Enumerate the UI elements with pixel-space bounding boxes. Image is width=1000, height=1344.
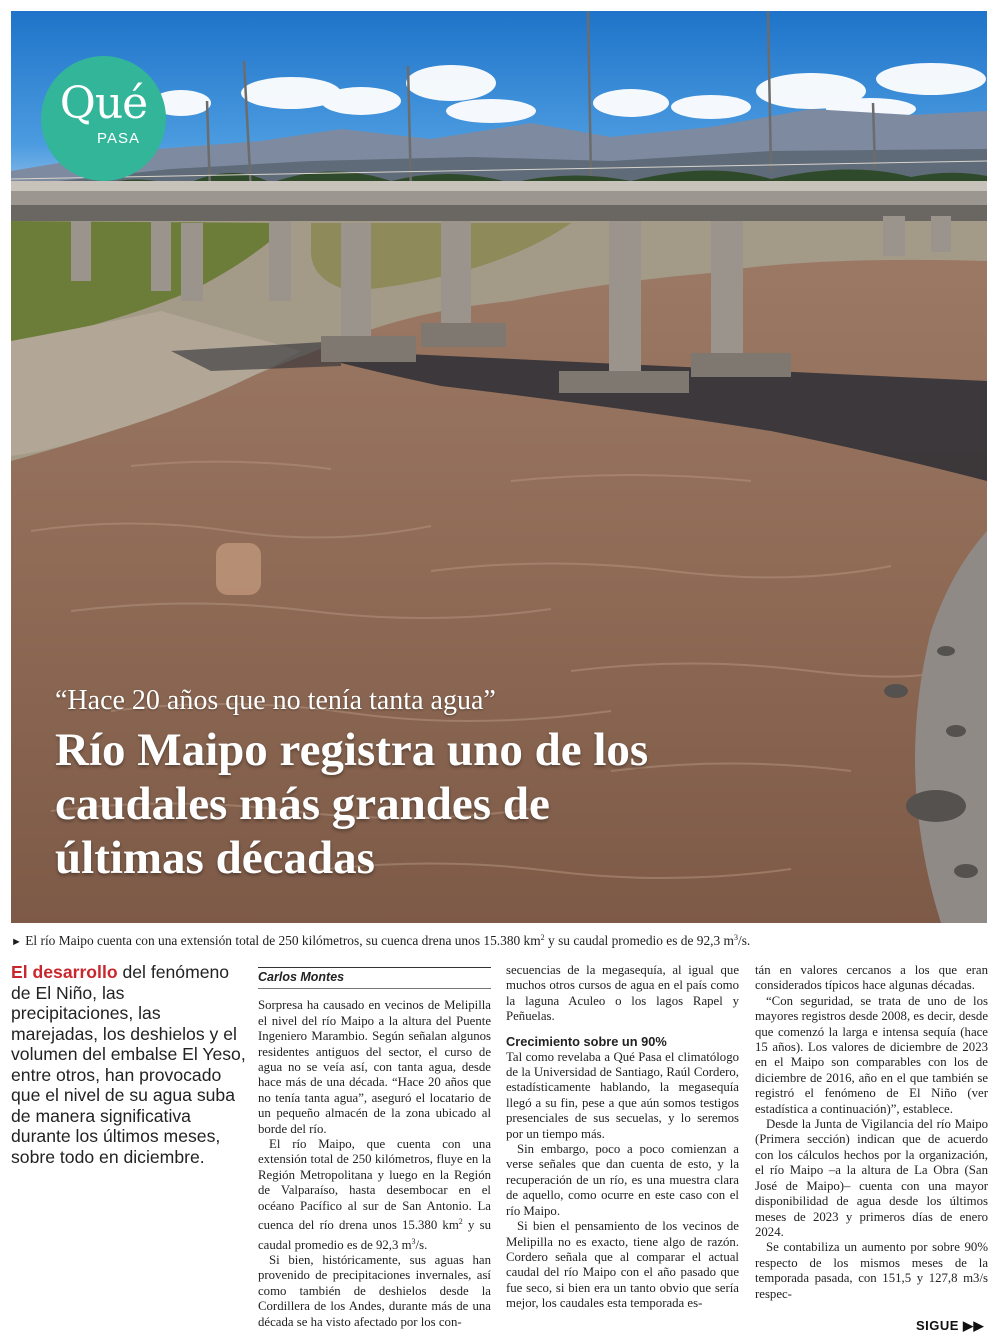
col1-p2-text-a: El río Maipo, que cuenta con una extensión total de 250 kilómetros, fluye en la Región Metropolitana y luego en la Región de Valparaíso, hasta desembocar en el océano Pacífico al sur de San Antonio. La cuenca del río drena unos 15.380 km	[258, 1137, 491, 1233]
caption-text-2: y su caudal promedio es de 92,3 m	[544, 933, 734, 948]
logo-subtitle: PASA	[97, 130, 140, 147]
continue-marker: SIGUE ▶▶	[915, 1318, 984, 1333]
caption-text-1: El río Maipo cuenta con una extensión total de 250 kilómetros, su cuenca drena unos 15.380 km	[25, 933, 541, 948]
que-pasa-logo	[41, 56, 166, 181]
hero-photo	[11, 11, 987, 923]
caption-marker-icon: ►	[11, 936, 22, 948]
caption-sup-3: 3	[733, 933, 738, 942]
col2-paragraph-0: secuencias de la megasequía, al igual que muchos otros cursos de agua en el país como la laguna Aculeo o los lagos Rapel y Peñuelas.	[506, 963, 739, 1024]
col1-sup-3: 3	[411, 1236, 416, 1246]
author-byline: Carlos Montes	[258, 967, 491, 989]
col2-paragraph-1: Tal como revelaba a Qué Pasa el climatólogo de la Universidad de Santiago, Raúl Cordero, estadísticamente hablando, la megasequía llegó a su fin, pese a que aún somos testigos presenciales de sus secuelas, y lo seremos por un tiempo más.	[506, 1049, 739, 1141]
col2-paragraph-3: Si bien el pensamiento de los vecinos de Melipilla no es exacto, tiene algo de razón. Cordero señala que al comparar el actual caudal del río Maipo con el año pasado que fue seco, si bien era un tanto obvio que sería mejor, los caudales esta temporada es-	[506, 1219, 739, 1311]
headline: Río Maipo registra uno de los caudales más grandes de últimas décadas	[55, 724, 649, 884]
lead-paragraph	[11, 962, 247, 1167]
kicker-quote: “Hace 20 años que no tenía tanta agua”	[55, 685, 496, 716]
logo-title: Qué	[59, 78, 148, 129]
article-column-3	[755, 963, 988, 1302]
photo-caption	[11, 929, 987, 951]
subhead-crecimiento: Crecimiento sobre un 90%	[506, 1033, 667, 1049]
col1-p2-text-b: y su caudal promedio es de 92,3 m	[258, 1218, 491, 1252]
lead-text: del fenómeno de El Niño, las precipitaciones, las marejadas, los deshielos y el volumen del embalse El Yeso, entre otros, han provocado que el nivel de su agua suba de manera significativa durante los últimos meses, sobre todo en diciembre.	[11, 962, 246, 1167]
col1-p2-text-c: /s.	[415, 1237, 428, 1252]
caption-text-3: /s.	[737, 933, 751, 948]
col3-paragraph-0: tán en valores cercanos a los que eran considerados típicos hace algunas décadas.	[755, 963, 988, 993]
col3-paragraph-1: “Con seguridad, se trata de uno de los mayores registros desde 2008, es decir, desde que comenzó la larga e intensa sequía (hace 15 años). Los valores de diciembre de 2023 en el Maipo son comparables con los de diciembre de 2016, año en el que también se registró el fenómeno de El Niño (ver estadística a continuación)”, establece.	[755, 993, 988, 1116]
article-column-1	[258, 963, 491, 1330]
article-column-2	[506, 963, 739, 1312]
col1-paragraph-2	[258, 1137, 491, 1253]
col1-paragraph-3: Si bien, históricamente, sus aguas han provenido de precipitaciones invernales, así como también de deshielos desde la Cordillera de los Andes, durante más de una década se ha visto afectado por los con-	[258, 1252, 491, 1329]
col1-sup-2: 2	[458, 1217, 463, 1227]
col2-paragraph-2: Sin embargo, poco a poco comienzan a verse señales que dan cuenta de esto, y la recuperación de un río, es una muestra clara de aquello, como ocurre en este caso con el río Maipo.	[506, 1142, 739, 1218]
col1-paragraph-1: Sorpresa ha causado en vecinos de Melipilla el nivel del río Maipo a la altura del Puente Ingeniero Marambio. Según señalan algunos residentes antiguos del sector, el curso de agua no se veía así, con tanta agua, desde hace más de una década. “Hace 20 años que no tenía tanta agua”, aseguró el locatario de un pequeño almacén de la zona ubicado al borde del río.	[258, 998, 491, 1136]
col3-paragraph-2: Desde la Junta de Vigilancia del río Maipo (Primera sección) indican que de acuerdo con los cálculos hechos por la organización, el río Maipo –a la altura de La Obra (San José de Maipo)– cuenta con una mayor disponibilidad de agua desde los últimos meses de 2023 y primeros días de enero 2024.	[755, 1117, 988, 1239]
lead-highlight: El desarrollo	[11, 962, 118, 982]
caption-sup-2: 2	[540, 933, 545, 942]
col3-paragraph-3: Se contabiliza un aumento por sobre 90% respecto de los mismos meses de la temporada pasada, con 151,5 y 127,8 m3/s respec-	[755, 1240, 988, 1301]
